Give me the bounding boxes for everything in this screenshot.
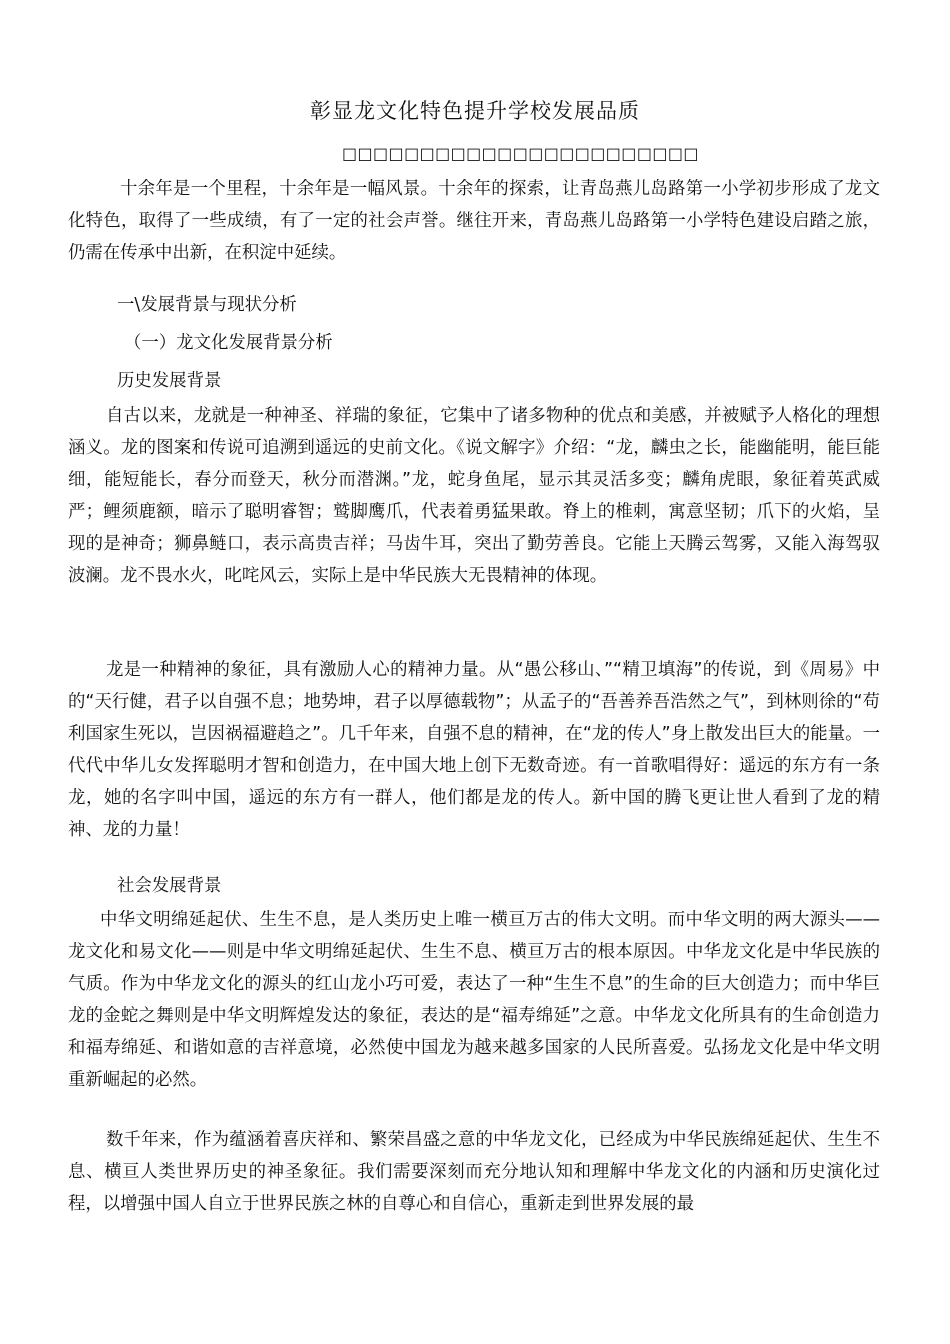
intro-paragraph: 十余年是一个里程，十余年是一幅风景。十余年的探索，让青岛燕儿岛路第一小学初步形成了龙文化特色，取得了一些成绩，有了一定的社会声誉。继往开来，青岛燕儿岛路第一小学特色建设启踏之旅，仍需在传承中出新，在积淀中延续。 [68, 179, 880, 263]
history-paragraph-1: 自古以来，龙就是一种神圣、祥瑞的象征，它集中了诸多物种的优点和美感，并被赋予人格化的理想涵义。龙的图案和传说可追溯到遥远的史前文化。《说文解字》介绍：“龙，麟虫之长，能幽能明，能巨能细，能短能长，春分而登天，秋分而潜渊。”龙，蛇身鱼尾，显示其灵活多变；麟角虎眼，象征着英武威严；鲤须鹿额，暗示了聪明睿智；鹫脚鹰爪，代表着勇猛果敢。脊上的椎刺，寓意坚韧；爪下的火焰，呈现的是神奇；狮鼻鲢口，表示高贵吉祥；马齿牛耳，突出了勤劳善良。它能上天腾云驾雾，又能入海驾驭波澜。龙不畏水火，叱咤风云，实际上是中华民族大无畏精神的体现。 [68, 406, 880, 586]
document-subtitle: □□□□□□□□□□□□□□□□□□□□□□□ [342, 144, 699, 163]
heading-social-background: 社会发展背景 [117, 876, 222, 896]
heading-history-background: 历史发展背景 [117, 371, 222, 391]
social-paragraph-1: 中华文明绵延起伏、生生不息，是人类历史上唯一横亘万古的伟大文明。而中华文明的两大源头——龙文化和易文化——则是中华文明绵延起伏、生生不息、横亘万古的根本原因。中华龙文化是中华民族的气质。作为中华龙文化的源头的红山龙小巧可爱，表达了一种“生生不息”的生命的巨大创造力；而中华巨龙的金蛇之舞则是中华文明辉煌发达的象征，表达的是“福寿绵延”之意。中华龙文化所具有的生命创造力和福寿绵延、和谐如意的吉祥意境，必然使中国龙为越来越多国家的人民所喜爱。弘扬龙文化是中华文明重新崛起的必然。 [68, 910, 880, 1090]
subsection-heading-1: （一）龙文化发展背景分析 [124, 333, 333, 353]
history-paragraph-2: 龙是一种精神的象征，具有激励人心的精神力量。从“愚公移山、”“精卫填海”的传说，到《周易》中的“天行健，君子以自强不息；地势坤，君子以厚德载物”；从孟子的“吾善养吾浩然之气”，到林则徐的“苟利国家生死以，岂因祸福避趋之”。几千年来，自强不息的精神，在“龙的传人”身上散发出巨大的能量。一代代中华儿女发挥聪明才智和创造力，在中国大地上创下无数奇迹。有一首歌唱得好：遥远的东方有一条龙，她的名字叫中国，遥远的东方有一群人，他们都是龙的传人。新中国的腾飞更让世人看到了龙的精神、龙的力量！ [68, 660, 880, 840]
social-paragraph-2: 数千年来，作为蕴涵着喜庆祥和、繁荣昌盛之意的中华龙文化，已经成为中华民族绵延起伏、生生不息、横亘人类世界历史的神圣象征。我们需要深刻而充分地认知和理解中华龙文化的内涵和历史演化过程，以增强中国人自立于世界民族之林的自尊心和自信心，重新走到世界发展的最 [68, 1130, 880, 1214]
document-title: 彰显龙文化特色提升学校发展品质 [310, 99, 640, 123]
section-heading-1: 一\发展背景与现状分析 [117, 295, 297, 315]
